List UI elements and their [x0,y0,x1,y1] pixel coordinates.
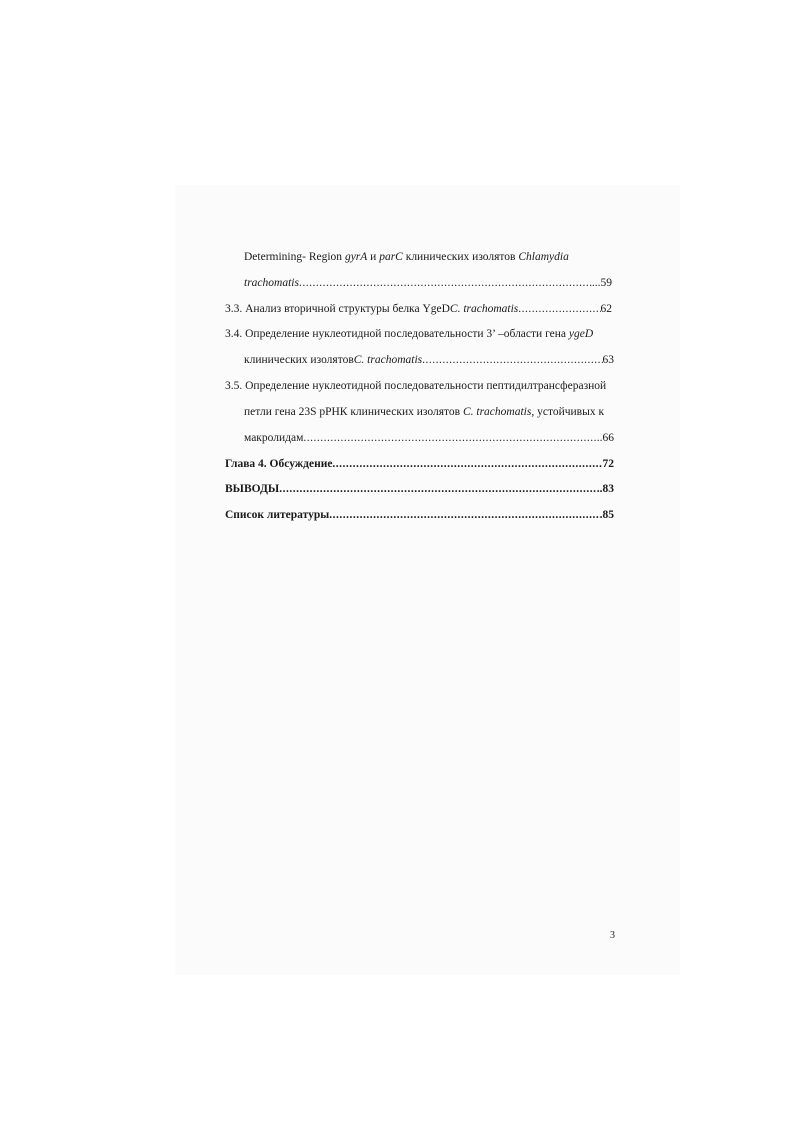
gene-gyra: gyrA [344,251,368,263]
toc-entry-3-2-end [244,276,612,290]
species-trachomatis: trachomatis [244,277,299,289]
toc-entry-chapter-4 [225,457,614,471]
dot-leader [299,276,592,290]
toc-text: 3.3. Анализ вторичной структуры белка YgeD [225,303,450,315]
toc-entry-3-4-end [244,353,614,367]
dot-leader [329,508,599,522]
toc-entry-conclusions [225,482,614,496]
gene-parc: parC [379,251,403,263]
page-ref: 72 [602,458,614,470]
toc-text: Список литературы [225,509,330,521]
page-ref: ..83 [596,483,614,495]
toc-text: ВЫВОДЫ [225,483,280,495]
dot-leader [332,457,602,471]
toc-text: 3.4. Определение нуклеотидной последовательности 3’ –области гена [225,328,569,340]
toc-entry-references [225,508,614,522]
dot-leader [422,353,602,367]
species-name: C. trachomatis [449,303,519,315]
toc-text: 3.5. Определение нуклеотидной последовательности пептидилтрансферазной [225,380,607,392]
species-name: C. trachomatis [353,354,423,366]
toc-text: клинических изолятов [402,251,519,263]
page-ref: 62 [600,303,612,315]
toc-entry-3-5-continuation [244,405,604,419]
genus-chlamydia: Chlamydia [518,251,569,263]
page-ref: ..66 [596,432,614,444]
page-ref: .85 [599,509,614,521]
page-number: 3 [610,930,615,941]
toc-entry-3-3 [225,302,612,316]
dot-leader [303,431,596,445]
toc-text: и [367,251,380,263]
toc-entry-3-5 [225,379,606,393]
page-ref: 63 [602,354,614,366]
toc-text: Determining- Region [244,251,345,263]
toc-entry-3-4 [225,327,593,341]
gene-yged: ygeD [568,328,594,340]
toc-text: клинических изолятов [244,354,354,366]
page-ref: ...59 [591,277,612,289]
toc-text: макролидам [244,432,304,444]
toc-entry-3-2-continuation [244,250,569,264]
toc-entry-3-5-end [244,431,614,445]
toc-text: устойчивых к [534,406,605,418]
dot-leader [279,482,597,496]
species-name: C. trachomatis, [462,406,535,418]
toc-text: петли гена 23S рРНК клинических изолятов [244,406,463,418]
dot-leader [518,302,600,316]
toc-text: Глава 4. Обсуждение [225,458,333,470]
